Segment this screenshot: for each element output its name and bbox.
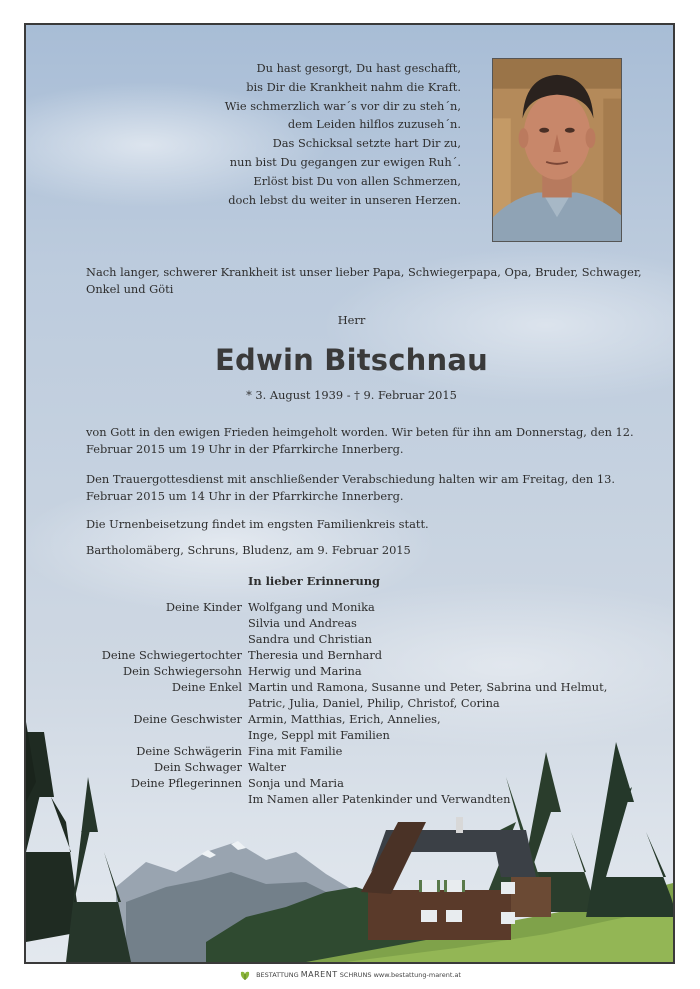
family-names: Inge, Seppl mit Familien xyxy=(248,728,390,742)
family-row xyxy=(26,663,675,679)
intro-text: Nach langer, schwerer Krankheit ist unser lieber Papa, Schwiegerpapa, Opa, Bruder, Schwager, Onkel und Göti xyxy=(86,265,642,296)
salutation: Herr xyxy=(337,313,366,327)
family-names: Herwig und Marina xyxy=(248,664,362,678)
poem-line: Wie schmerzlich war´s vor dir zu steh´n, xyxy=(224,98,461,113)
family-names: Theresia und Bernhard xyxy=(248,648,383,662)
family-names: Patric, Julia, Daniel, Philip, Christof, Corina xyxy=(248,696,500,710)
family-relation: Deine Schwiegertochter xyxy=(101,648,242,662)
urn-burial-paragraph: Die Urnenbeisetzung findet im engsten Familienkreis statt. xyxy=(86,517,429,531)
place-date-line: Bartholomäberg, Schruns, Bludenz, am 9. Februar 2015 xyxy=(86,543,411,557)
family-relation: Deine Schwägerin xyxy=(136,744,242,758)
deceased-name: Edwin Bitschnau xyxy=(215,343,488,377)
family-relation: Deine Geschwister xyxy=(133,712,242,726)
family-relation: Deine Pflegerinnen xyxy=(130,776,242,790)
family-row xyxy=(26,679,675,695)
family-row xyxy=(26,711,675,727)
poem-line: nun bist Du gegangen zur ewigen Ruh´. xyxy=(229,154,461,169)
family-names: Walter xyxy=(248,760,286,774)
family-row xyxy=(26,759,675,775)
funeral-service-paragraph: Den Trauergottesdienst mit anschließender Verabschiedung halten wir am Freitag, den 13. Februar 2015 um 14 Uhr in der Pfarrkirche Innerberg. xyxy=(86,472,615,503)
family-names: Fina mit Familie xyxy=(248,744,343,758)
family-row xyxy=(26,631,675,647)
prayer-paragraph: von Gott in den ewigen Frieden heimgeholt worden. Wir beten für ihn am Donnerstag, den 12. Februar 2015 um 19 Uhr in der Pfarrkirche Innerberg. xyxy=(86,425,634,456)
family-row xyxy=(26,647,675,663)
brand-town: SCHRUNS xyxy=(339,971,372,979)
poem-line: doch lebst du weiter in unseren Herzen. xyxy=(228,192,461,207)
brand-name: MARENT xyxy=(300,970,338,979)
family-relation: Dein Schwiegersohn xyxy=(123,664,242,678)
brand-prefix: BESTATTUNG xyxy=(256,971,299,979)
family-list xyxy=(26,599,675,807)
family-row xyxy=(26,791,675,807)
leaf-logo-icon xyxy=(239,969,251,981)
family-names: Sonja und Maria xyxy=(248,776,344,790)
family-names: Silvia und Andreas xyxy=(248,616,357,630)
family-row xyxy=(26,615,675,631)
poem-line: Erlöst bist Du von allen Schmerzen, xyxy=(253,173,461,188)
obituary-card xyxy=(24,23,675,964)
family-relation: Dein Schwager xyxy=(153,760,242,774)
family-names: Armin, Matthias, Erich, Annelies, xyxy=(248,712,441,726)
poem-line: Das Schicksal setzte hart Dir zu, xyxy=(272,136,461,151)
family-row xyxy=(26,695,675,711)
undertaker-footer xyxy=(0,968,700,982)
poem-line: dem Leiden hilflos zuzuseh´n. xyxy=(287,117,461,132)
family-row xyxy=(26,727,675,743)
family-names: Martin und Ramona, Susanne und Peter, Sabrina und Helmut, xyxy=(248,680,608,694)
family-row xyxy=(26,743,675,759)
family-names: Im Namen aller Patenkinder und Verwandten xyxy=(248,792,511,806)
family-row xyxy=(26,775,675,791)
family-relation: Deine Kinder xyxy=(165,600,242,614)
website-link[interactable]: www.bestattung-marent.at xyxy=(373,971,461,979)
family-names: Wolfgang und Monika xyxy=(248,600,375,614)
poem-line: Du hast gesorgt, Du hast geschafft, xyxy=(256,61,461,75)
memory-heading: In lieber Erinnerung xyxy=(248,574,381,588)
poem xyxy=(146,59,461,209)
family-row xyxy=(26,599,675,615)
portrait-photo xyxy=(492,58,622,242)
poem-line: bis Dir die Krankheit nahm die Kraft. xyxy=(246,79,461,94)
life-dates: * 3. August 1939 - † 9. Februar 2015 xyxy=(246,388,457,402)
family-names: Sandra und Christian xyxy=(248,632,372,646)
family-relation: Deine Enkel xyxy=(171,680,242,694)
